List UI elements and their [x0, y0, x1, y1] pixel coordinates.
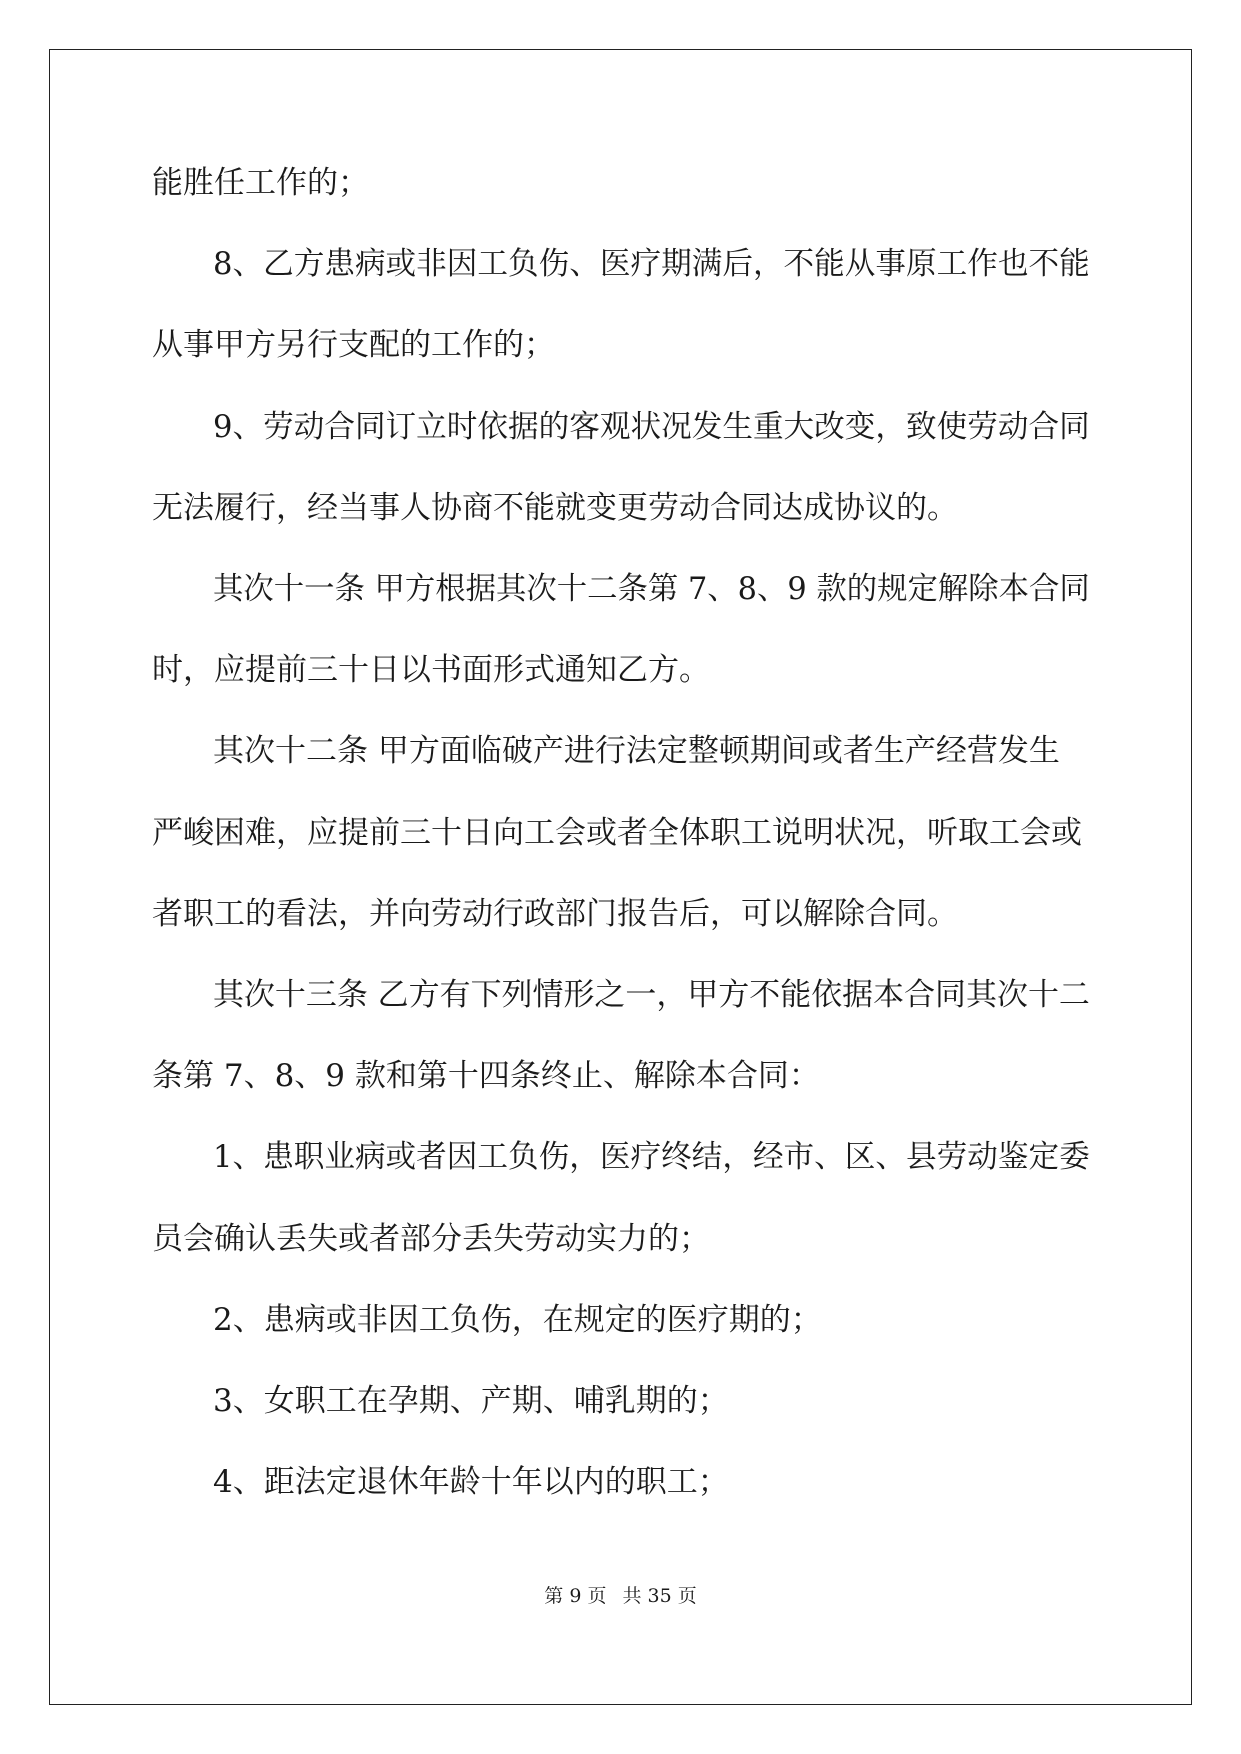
text-line: 9、劳动合同订立时依据的客观状况发生重大改变，致使劳动合同 — [213, 409, 1090, 445]
page-number: 第 9 页 — [544, 1585, 607, 1607]
page-total: 共 35 页 — [622, 1585, 697, 1607]
text-line: 能胜任工作的； — [152, 165, 369, 201]
text-line: 从事甲方另行支配的工作的； — [152, 327, 555, 363]
text-line: 3、女职工在孕期、产期、哺乳期的； — [213, 1383, 729, 1419]
text-line: 者职工的看法，并向劳动行政部门报告后，可以解除合同。 — [152, 896, 958, 932]
text-line: 条第 7、8、9 款和第十四条终止、解除本合同： — [152, 1058, 820, 1094]
text-line: 1、患职业病或者因工负伤，医疗终结，经市、区、县劳动鉴定委 — [213, 1139, 1090, 1175]
text-line: 其次十一条 甲方根据其次十二条第 7、8、9 款的规定解除本合同 — [213, 571, 1090, 607]
text-line: 4、距法定退休年龄十年以内的职工； — [213, 1464, 729, 1500]
text-line: 无法履行，经当事人协商不能就变更劳动合同达成协议的。 — [152, 490, 958, 526]
text-line: 其次十二条 甲方面临破产进行法定整顿期间或者生产经营发生 — [213, 733, 1060, 769]
text-line: 2、患病或非因工负伤，在规定的医疗期的； — [213, 1302, 822, 1338]
page-border — [49, 49, 1192, 1705]
text-line: 员会确认丢失或者部分丢失劳动实力的； — [152, 1221, 710, 1257]
text-line: 8、乙方患病或非因工负伤、医疗期满后，不能从事原工作也不能 — [213, 246, 1090, 282]
text-line: 其次十三条 乙方有下列情形之一，甲方不能依据本合同其次十二 — [213, 977, 1090, 1013]
text-line: 严峻困难，应提前三十日向工会或者全体职工说明状况，听取工会或 — [152, 815, 1082, 851]
page-footer — [0, 1584, 1241, 1608]
text-line: 时，应提前三十日以书面形式通知乙方。 — [152, 652, 710, 688]
